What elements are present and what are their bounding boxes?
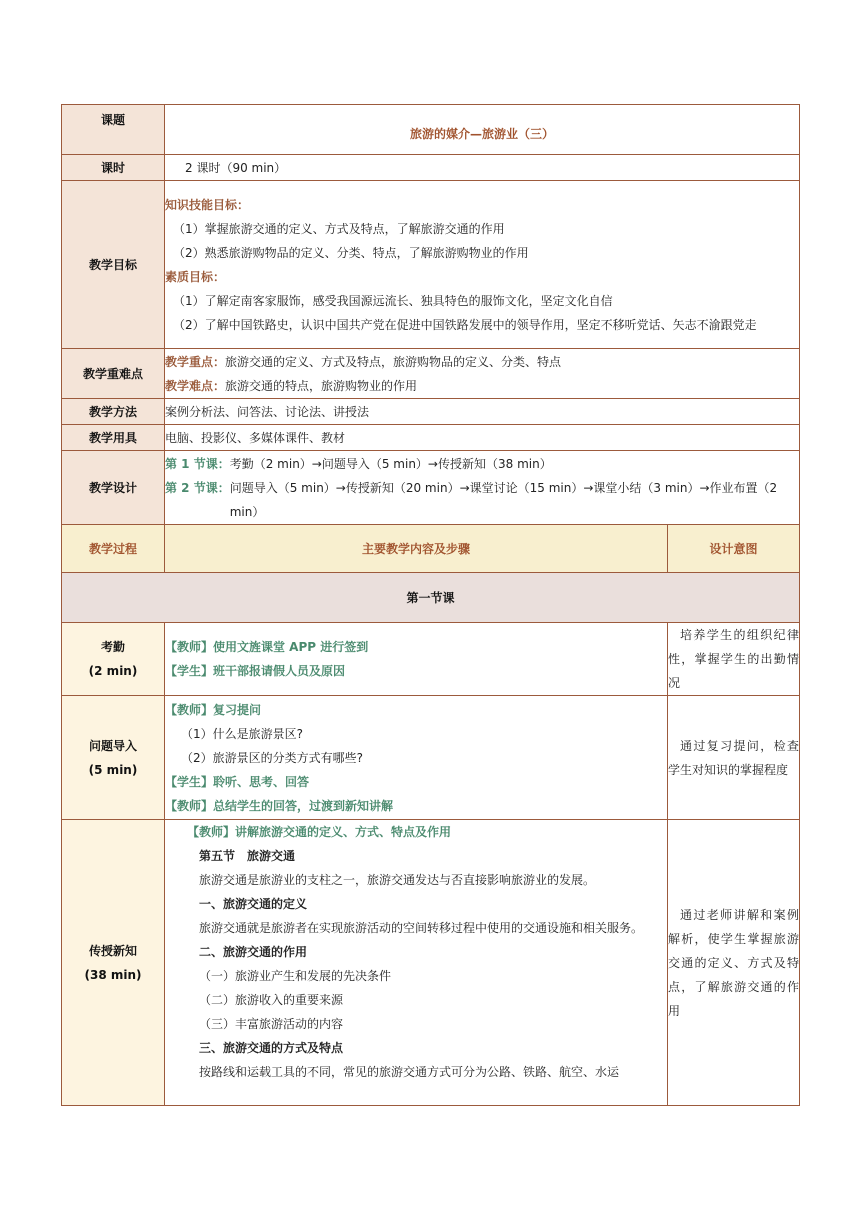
quality-item: （1）了解定南客家服饰，感受我国源远流长、独具特色的服饰文化，坚定文化自信 bbox=[173, 293, 613, 308]
step-attendance-row bbox=[62, 623, 800, 696]
teacher-line: 【教师】复习提问 bbox=[165, 702, 262, 717]
methods-row bbox=[62, 399, 800, 425]
step-name: 问题导入 bbox=[88, 738, 137, 753]
lesson2-title: 第 2 节课： bbox=[165, 480, 230, 495]
question-item: （2）旅游景区的分类方式有哪些? bbox=[181, 750, 364, 765]
hours-value: 2 课时（90 min） bbox=[165, 155, 800, 181]
step-intro-row bbox=[62, 696, 800, 820]
student-line: 【学生】聆听、思考、回答 bbox=[165, 774, 310, 789]
paragraph: 旅游交通是旅游业的支柱之一，旅游交通发达与否直接影响旅游业的发展。 bbox=[199, 873, 596, 887]
tools-row bbox=[62, 425, 800, 451]
step-time: (38 min) bbox=[84, 967, 142, 982]
subheading: 一、旅游交通的定义 bbox=[199, 897, 308, 911]
quality-item: （2）了解中国铁路史，认识中国共产党在促进中国铁路发展中的领导作用，坚定不移听党话、矢志不渝跟党走 bbox=[173, 317, 757, 332]
step-name-cell bbox=[62, 696, 165, 820]
step-name: 传授新知 bbox=[88, 943, 137, 958]
design-intent: 通过复习提问，检查学生对知识的掌握程度 bbox=[668, 696, 800, 820]
section-title: 第一节课 bbox=[62, 573, 800, 623]
design-label: 教学设计 bbox=[62, 451, 165, 525]
design-intent: 培养学生的组织纪律性，掌握学生的出勤情况 bbox=[668, 623, 800, 696]
teacher-line: 【教师】讲解旅游交通的定义、方式、特点及作用 bbox=[187, 825, 452, 839]
difficulty-text: 旅游交通的特点，旅游购物业的作用 bbox=[225, 378, 418, 393]
keypoints-row bbox=[62, 349, 800, 399]
subheading: 二、旅游交通的作用 bbox=[199, 945, 308, 959]
objectives-label: 教学目标 bbox=[62, 181, 165, 349]
quality-title: 素质目标： bbox=[165, 269, 226, 284]
step-new-knowledge-row bbox=[62, 820, 800, 1106]
subheading: 三、旅游交通的方式及特点 bbox=[199, 1041, 344, 1055]
section-row bbox=[62, 573, 800, 623]
knowledge-item: （1）掌握旅游交通的定义、方式及特点，了解旅游交通的作用 bbox=[173, 221, 505, 236]
methods-label: 教学方法 bbox=[62, 399, 165, 425]
focus-text: 旅游交通的定义、方式及特点，旅游购物品的定义、分类、特点 bbox=[225, 354, 562, 369]
step-time: (2 min) bbox=[88, 664, 138, 678]
keypoints-label: 教学重难点 bbox=[62, 349, 165, 399]
step-name: 考勤 bbox=[100, 640, 125, 654]
lesson-plan-table bbox=[61, 104, 800, 1106]
student-line: 【学生】班干部报请假人员及原因 bbox=[165, 664, 346, 678]
paragraph: 旅游交通就是旅游者在实现旅游活动的空间转移过程中使用的交通设施和相关服务。 bbox=[199, 921, 644, 935]
step-name-cell bbox=[62, 820, 165, 1106]
section-heading: 第五节 旅游交通 bbox=[199, 849, 296, 863]
teacher-line: 【教师】总结学生的回答，过渡到新知讲解 bbox=[165, 798, 394, 813]
list-item: （三）丰富旅游活动的内容 bbox=[199, 1017, 344, 1031]
hours-row bbox=[62, 155, 800, 181]
design-content bbox=[165, 451, 800, 525]
design-row bbox=[62, 451, 800, 525]
objectives-row bbox=[62, 181, 800, 349]
methods-value: 案例分析法、问答法、讨论法、讲授法 bbox=[165, 399, 800, 425]
lesson1-title: 第 1 节课： bbox=[165, 456, 230, 471]
subject-row bbox=[62, 105, 800, 155]
step-content bbox=[165, 696, 668, 820]
question-item: （1）什么是旅游景区? bbox=[181, 726, 304, 741]
step-name-cell bbox=[62, 623, 165, 696]
objectives-content bbox=[165, 181, 800, 349]
page-title: 旅游的媒介—旅游业（三） bbox=[165, 105, 800, 155]
tools-value: 电脑、投影仪、多媒体课件、教材 bbox=[165, 425, 800, 451]
difficulty-title: 教学难点： bbox=[165, 378, 226, 393]
step-content bbox=[165, 623, 668, 696]
design-intent: 通过老师讲解和案例解析，使学生掌握旅游交通的定义、方式及特点，了解旅游交通的作用 bbox=[668, 820, 800, 1106]
intent-col-header: 设计意图 bbox=[668, 525, 800, 573]
knowledge-title: 知识技能目标： bbox=[165, 197, 250, 212]
focus-title: 教学重点： bbox=[165, 354, 226, 369]
list-item: （二）旅游收入的重要来源 bbox=[199, 993, 344, 1007]
subject-label: 课题 bbox=[62, 105, 165, 155]
process-header-row bbox=[62, 525, 800, 573]
list-item: （一）旅游业产生和发展的先决条件 bbox=[199, 969, 392, 983]
lesson2-text: 问题导入（5 min）→传授新知（20 min）→课堂讨论（15 min）→课堂小结（3 min）→作业布置（2 min） bbox=[229, 480, 778, 519]
tools-label: 教学用具 bbox=[62, 425, 165, 451]
content-col-header: 主要教学内容及步骤 bbox=[165, 525, 668, 573]
knowledge-item: （2）熟悉旅游购物品的定义、分类、特点，了解旅游购物业的作用 bbox=[173, 245, 529, 260]
step-content bbox=[165, 820, 668, 1106]
step-time: (5 min) bbox=[88, 762, 138, 777]
keypoints-content bbox=[165, 349, 800, 399]
hours-label: 课时 bbox=[62, 155, 165, 181]
lesson1-text: 考勤（2 min）→问题导入（5 min）→传授新知（38 min） bbox=[229, 456, 552, 471]
paragraph: 按路线和运载工具的不同，常见的旅游交通方式可分为公路、铁路、航空、水运 bbox=[199, 1065, 620, 1079]
process-col-header: 教学过程 bbox=[62, 525, 165, 573]
teacher-line: 【教师】使用文旌课堂 APP 进行签到 bbox=[165, 640, 369, 654]
